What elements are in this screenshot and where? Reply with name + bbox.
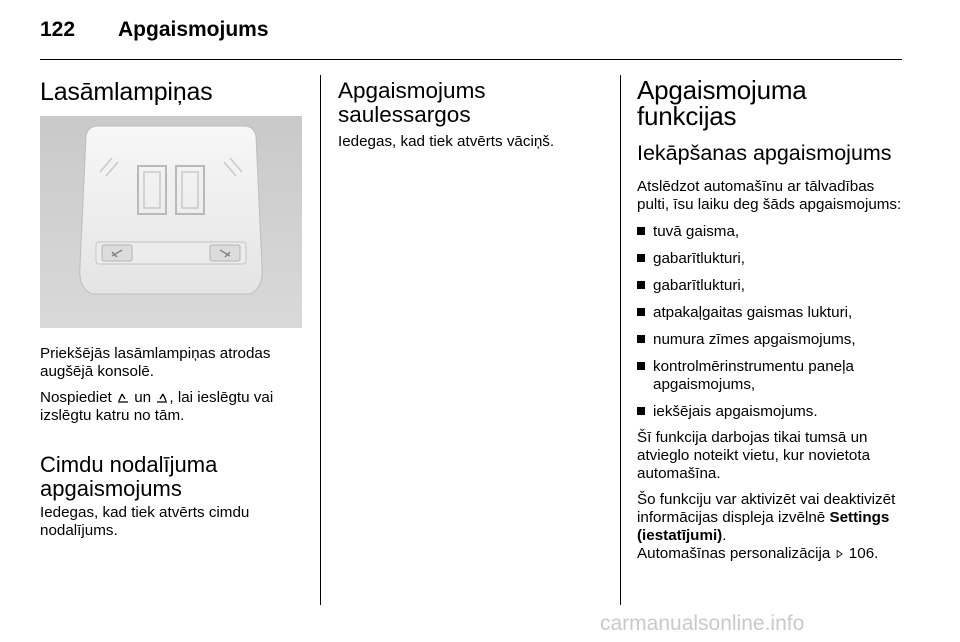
page-reference-arrow-icon bbox=[835, 548, 845, 560]
paragraph-visor-light: Iedegas, kad tiek atvērts vāciņš. bbox=[338, 133, 555, 150]
entry-lighting-list bbox=[637, 223, 907, 421]
left-reading-lamp-icon bbox=[116, 390, 130, 404]
paragraph-reading-lamps-location: Priekšējās lasāmlampiņas atrodas augšējā konsolē. bbox=[40, 345, 271, 380]
sub-heading-glovebox-light-2: apgaismojums bbox=[40, 476, 182, 501]
paragraph-reading-lamps-usage: Nospiediet un , lai ieslēgtu vai izslēgtu katru no tām. bbox=[40, 389, 274, 424]
section-heading-visor-light-1: Apgaismojums bbox=[338, 78, 486, 103]
list-item: atpakaļgaitas gaismas lukturi, bbox=[637, 304, 907, 322]
page-title: Apgaismojums bbox=[118, 18, 269, 41]
section-heading-lighting-functions-2: funkcijas bbox=[637, 101, 737, 131]
list-item: gabarītlukturi, bbox=[637, 250, 907, 268]
paragraph-activate-function: Šo funkciju var aktivizēt vai deaktivizēt informācijas displeja izvēlnē Settings (iestatījumi). Automašīnas personalizācija 106. bbox=[637, 491, 896, 562]
page-reference[interactable]: 106. bbox=[848, 545, 879, 562]
page-number: 122 bbox=[40, 18, 76, 41]
column-2 bbox=[338, 75, 603, 151]
list-item: numura zīmes apgaismojums, bbox=[637, 331, 907, 349]
column-divider-2 bbox=[620, 75, 621, 605]
section-heading-lighting-functions-1: Apgaismojuma bbox=[637, 75, 807, 105]
reading-lamp-illustration bbox=[40, 116, 302, 328]
list-item: tuvā gaisma, bbox=[637, 223, 907, 241]
right-reading-lamp-icon bbox=[155, 390, 169, 404]
sub-heading-glovebox-light-1: Cimdu nodalījuma bbox=[40, 452, 218, 477]
settings-menu-label: Settings (iestatījumi) bbox=[637, 509, 890, 544]
list-item: iekšējais apgaismojums. bbox=[637, 403, 907, 421]
column-1 bbox=[40, 75, 305, 540]
paragraph-entry-lighting-intro: Atslēdzot automašīnu ar tālvadības pulti, īsu laiku deg šāds apgaismojums: bbox=[637, 178, 902, 213]
header-rule bbox=[40, 59, 902, 60]
column-3 bbox=[637, 75, 907, 563]
section-heading-reading-lamps: Lasāmlampiņas bbox=[40, 78, 213, 106]
paragraph-glovebox-light: Iedegas, kad tiek atvērts cimdu nodalījums. bbox=[40, 504, 250, 539]
sub-heading-entry-lighting: Iekāpšanas apgaismojums bbox=[637, 141, 892, 165]
reading-lamp-console-illustration bbox=[40, 116, 302, 328]
list-item: kontrolmērinstrumentu paneļa apgaismojums, bbox=[637, 358, 907, 394]
list-item: gabarītlukturi, bbox=[637, 277, 907, 295]
watermark: carmanualsonline.info bbox=[600, 612, 805, 635]
paragraph-function-dark-only: Šī funkcija darbojas tikai tumsā un atvieglo noteikt vietu, kur novietota automašīna. bbox=[637, 429, 871, 482]
section-heading-visor-light-2: saulessargos bbox=[338, 102, 471, 127]
column-divider-1 bbox=[320, 75, 321, 605]
